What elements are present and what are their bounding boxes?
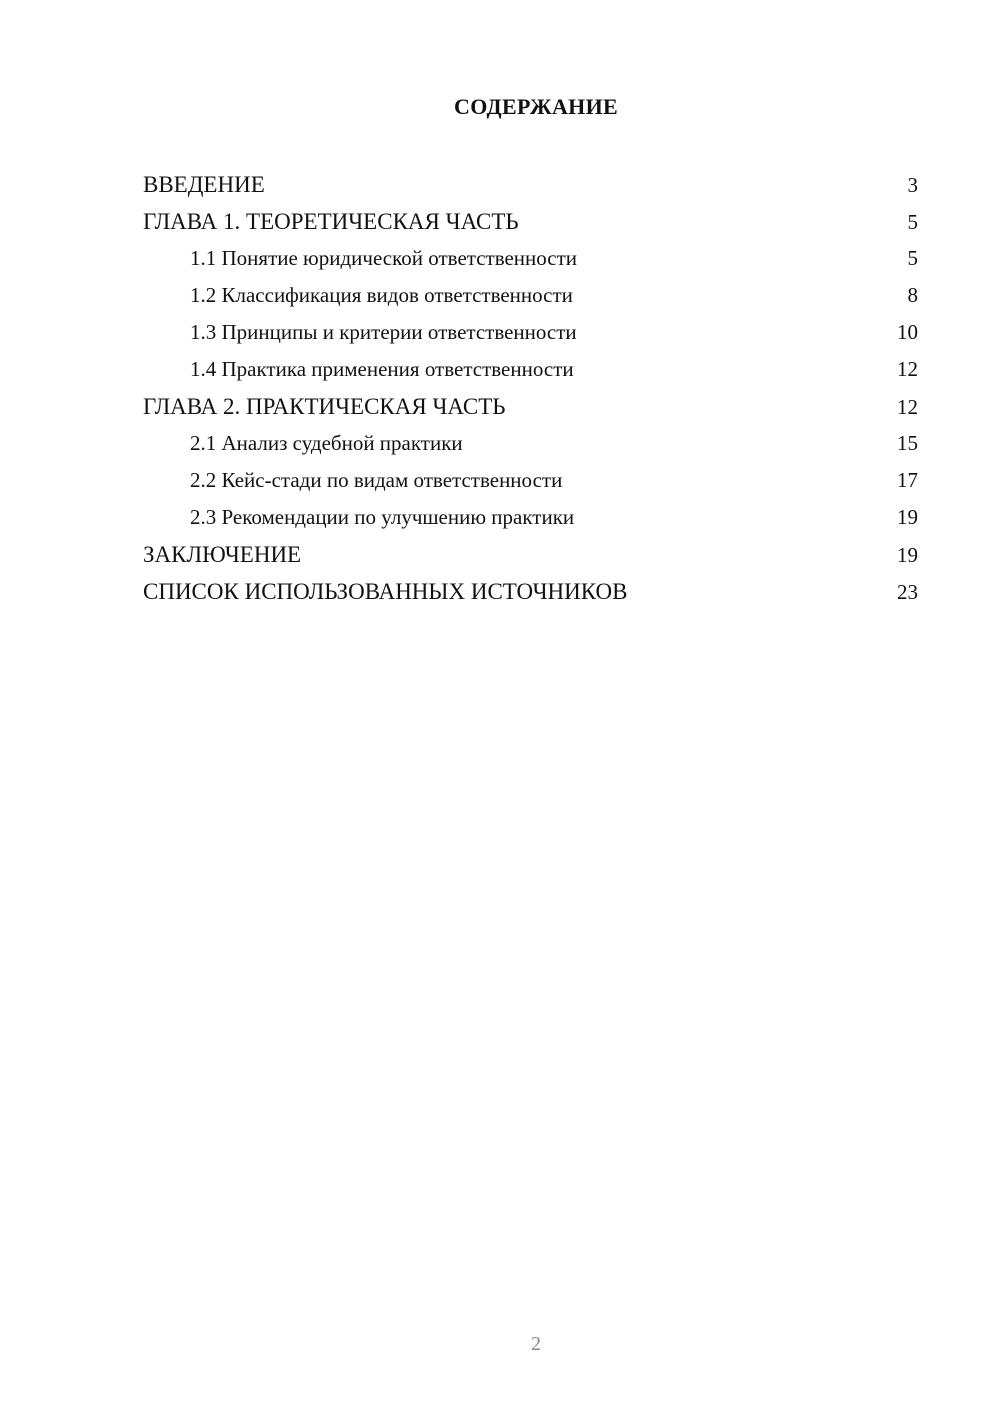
- toc-entry-page: 12: [897, 395, 918, 419]
- toc-entry-section-1-3[interactable]: [143, 314, 918, 351]
- toc-entry-section-1-2[interactable]: [143, 277, 918, 314]
- toc-entry-introduction[interactable]: [143, 166, 918, 203]
- toc-entry-section-2-2[interactable]: [143, 462, 918, 499]
- toc-entry-section-2-3[interactable]: [143, 499, 918, 536]
- toc-entry-label: ГЛАВА 2. ПРАКТИЧЕСКАЯ ЧАСТЬ: [143, 394, 506, 419]
- toc-entry-section-1-4[interactable]: [143, 351, 918, 388]
- toc-entry-page: 19: [897, 505, 918, 529]
- toc-entry-page: 5: [907, 246, 918, 270]
- toc-entry-chapter-1[interactable]: [143, 203, 918, 240]
- toc-entry-label: 1.1 Понятие юридической ответственности: [190, 246, 578, 270]
- toc-entry-label: 1.4 Практика применения ответственности: [190, 357, 574, 381]
- toc-entry-page: 15: [897, 431, 918, 455]
- toc-entry-page: 5: [907, 210, 918, 234]
- toc-entry-section-1-1[interactable]: [143, 240, 918, 277]
- toc-entry-label: 2.3 Рекомендации по улучшению практики: [190, 505, 575, 529]
- toc-entry-label: 1.2 Классификация видов ответственности: [190, 283, 573, 307]
- toc-entry-page: 8: [907, 283, 918, 307]
- toc-entry-label: СПИСОК ИСПОЛЬЗОВАННЫХ ИСТОЧНИКОВ: [143, 579, 628, 604]
- page-title: СОДЕРЖАНИЕ: [454, 94, 618, 119]
- toc-entry-label: 1.3 Принципы и критерии ответственности: [190, 320, 577, 344]
- toc-entry-label: 2.1 Анализ судебной практики: [190, 431, 463, 455]
- toc-entry-label: ГЛАВА 1. ТЕОРЕТИЧЕСКАЯ ЧАСТЬ: [143, 209, 519, 234]
- page-number: 2: [531, 1333, 541, 1355]
- toc-entry-section-2-1[interactable]: [143, 425, 918, 462]
- toc-entry-page: 19: [897, 543, 918, 567]
- toc-entry-conclusion[interactable]: [143, 536, 918, 573]
- toc-entry-page: 10: [897, 320, 918, 344]
- toc-entry-label: ЗАКЛЮЧЕНИЕ: [143, 542, 302, 567]
- toc-entry-chapter-2[interactable]: [143, 388, 918, 425]
- toc-entry-page: 3: [907, 173, 918, 197]
- toc-entry-references[interactable]: [143, 573, 918, 610]
- table-of-contents: [143, 166, 918, 610]
- toc-entry-page: 12: [897, 357, 918, 381]
- toc-entry-page: 23: [897, 580, 918, 604]
- toc-entry-label: ВВЕДЕНИЕ: [143, 172, 265, 197]
- toc-entry-page: 17: [897, 468, 918, 492]
- toc-entry-label: 2.2 Кейс-стади по видам ответственности: [190, 468, 563, 492]
